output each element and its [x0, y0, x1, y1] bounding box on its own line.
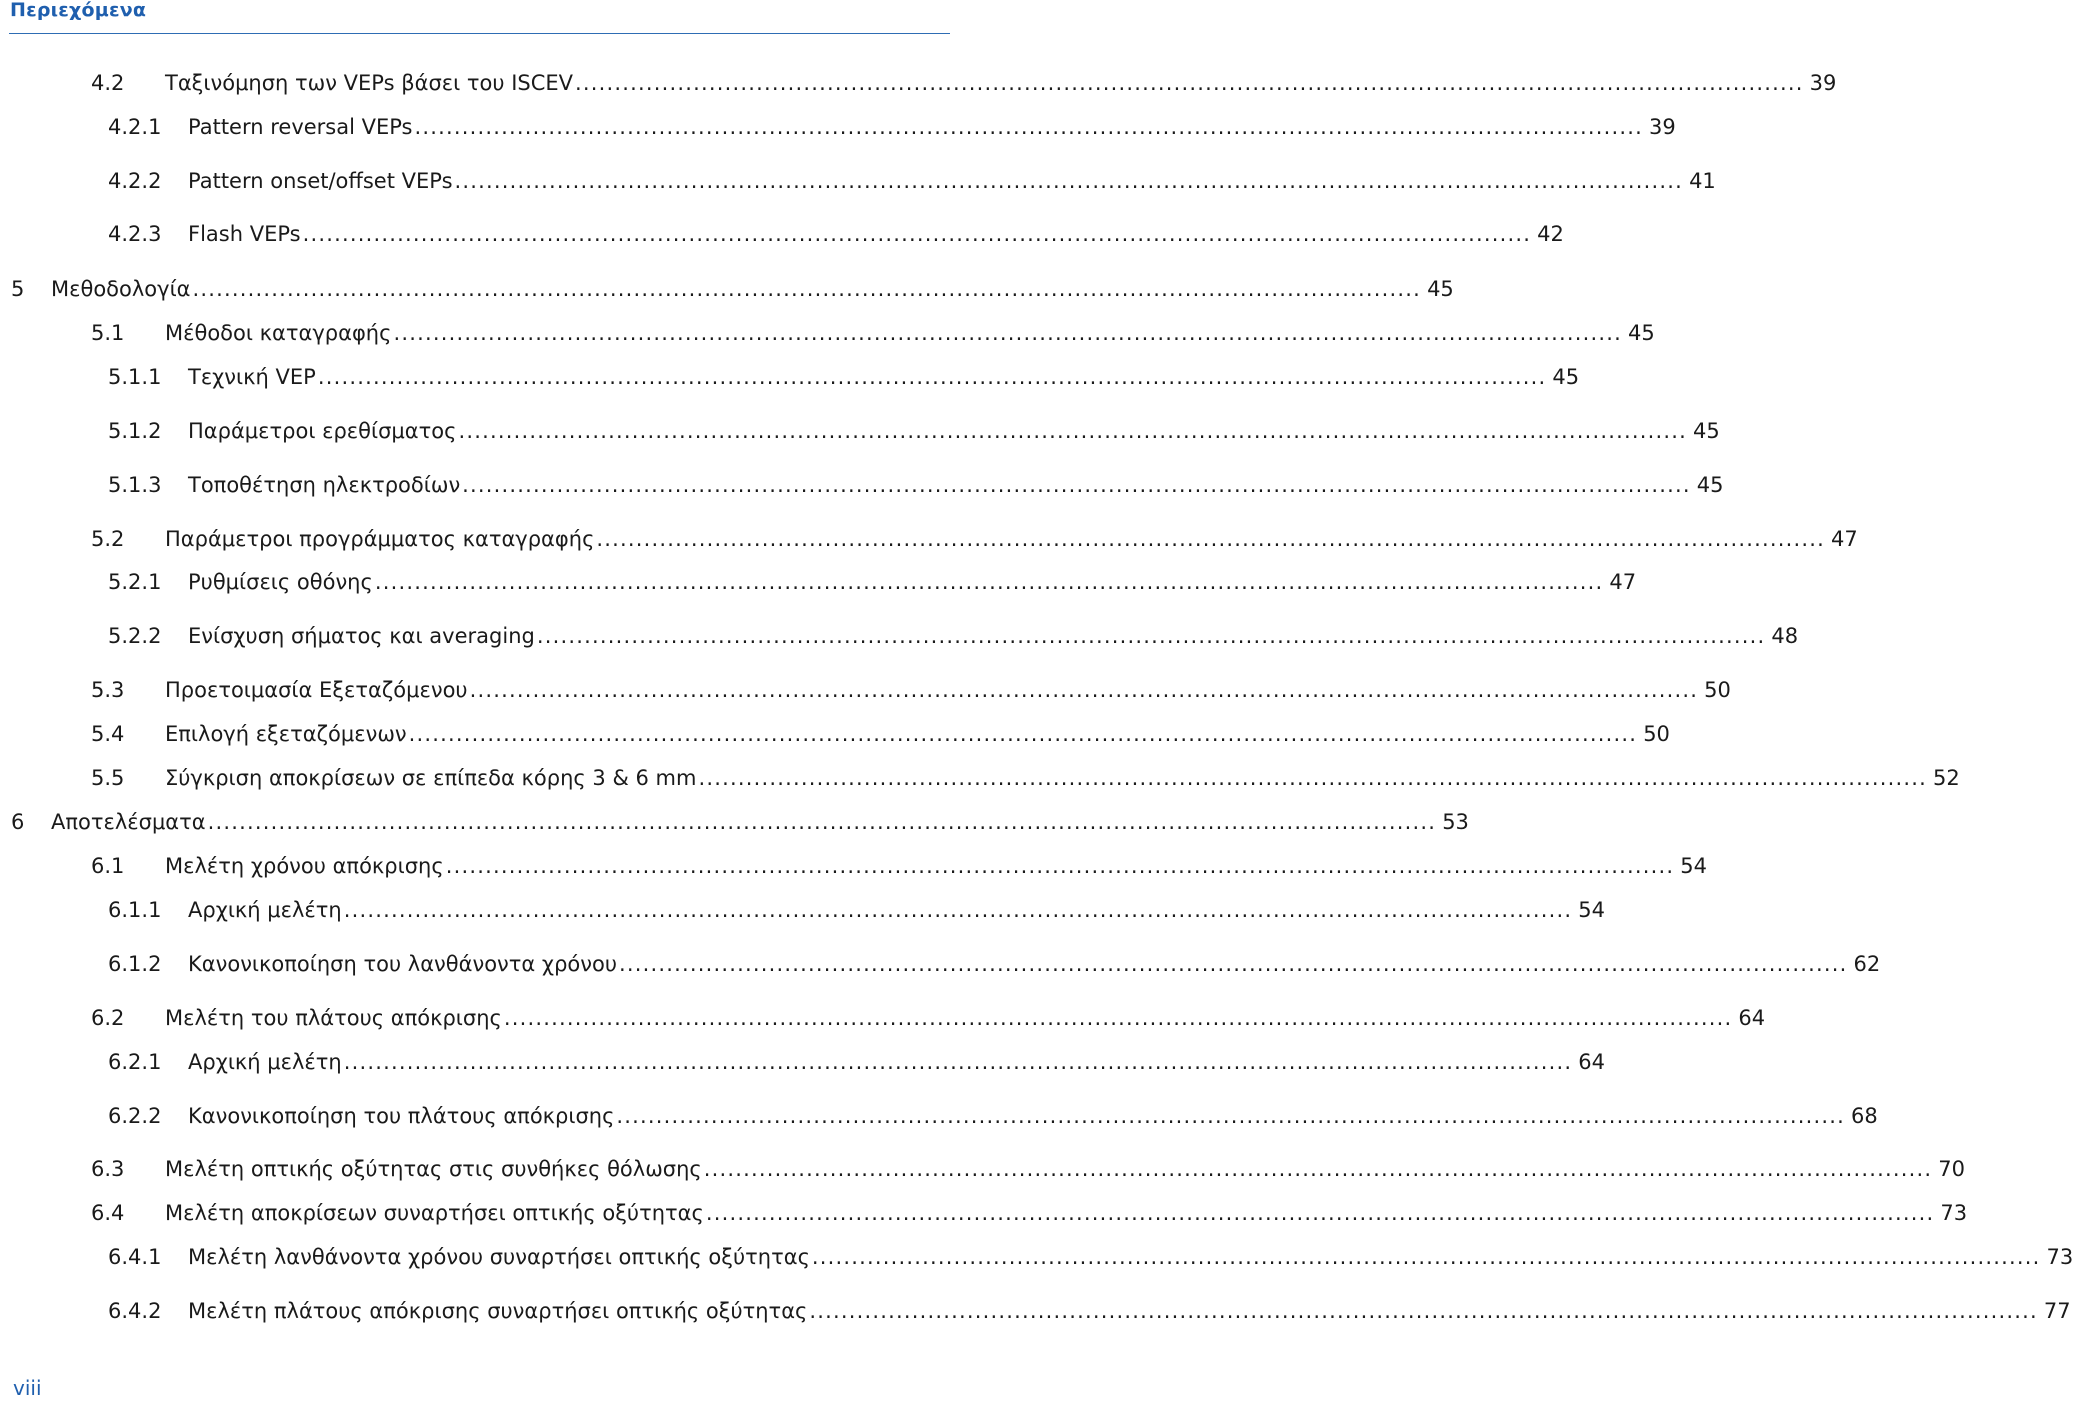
- toc-entry-title: Αρχική μελέτη: [188, 1050, 342, 1074]
- toc-entry[interactable]: [91, 851, 1707, 881]
- toc-entry-title: Pattern reversal VEPs: [188, 115, 413, 139]
- toc-entry-number: 5.5: [91, 766, 125, 790]
- toc-entry-number: 6.1.2: [108, 952, 162, 976]
- toc-entry-number: 6.2.2: [108, 1104, 162, 1128]
- toc-entry-title: Παράμετροι προγράμματος καταγραφής: [165, 527, 595, 551]
- toc-entry-page: 47: [1609, 570, 1637, 594]
- toc-entry-title: Αρχική μελέτη: [188, 898, 342, 922]
- toc-entry-page: 50: [1704, 678, 1731, 702]
- toc-entry-page: 45: [1627, 321, 1655, 345]
- toc-entry[interactable]: [108, 112, 1676, 142]
- toc-entry[interactable]: [91, 318, 1655, 348]
- toc-entry-page: 45: [1552, 365, 1580, 389]
- toc-entry[interactable]: [108, 362, 1580, 392]
- toc-entry-title: Pattern onset/offset VEPs: [188, 169, 453, 193]
- toc-entry-number: 5.2.1: [108, 570, 162, 594]
- toc-heading: Περιεχόμενα: [10, 0, 147, 21]
- toc-entry-number: 6.4.2: [108, 1299, 162, 1323]
- toc-entry-page: 70: [1938, 1157, 1966, 1181]
- toc-entry-title: Μελέτη του πλάτους απόκρισης: [165, 1006, 502, 1030]
- toc-entry-number: 4.2.2: [108, 169, 162, 193]
- toc-entry-page: 50: [1643, 722, 1670, 746]
- dot-leader: ............................................................................................................................................................: [374, 570, 1604, 594]
- toc-entry[interactable]: [108, 1047, 1606, 1077]
- toc-entry-title: Ρυθμίσεις οθόνης: [188, 570, 373, 594]
- toc-entry-title: Κανονικοποίηση του λανθάνοντα χρόνου: [188, 952, 617, 976]
- toc-entry-page: 73: [2046, 1245, 2073, 1269]
- dot-leader: ............................................................................................................................................................: [703, 1157, 1933, 1181]
- toc-entry-number: 4.2: [91, 71, 125, 95]
- toc-entry[interactable]: [91, 1198, 1968, 1228]
- toc-entry[interactable]: [108, 1101, 1878, 1131]
- dot-leader: ............................................................................................................................................................: [618, 952, 1848, 976]
- toc-entry-title: Μελέτη οπτικής οξύτητας στις συνθήκες θόλωσης: [165, 1157, 702, 1181]
- toc-entry[interactable]: [11, 807, 1469, 837]
- toc-entry-title: Flash VEPs: [188, 222, 301, 246]
- toc-entry-page: 77: [2043, 1299, 2071, 1323]
- toc-entry[interactable]: [91, 524, 1858, 554]
- dot-leader: ............................................................................................................................................................: [393, 321, 1622, 345]
- toc-entry[interactable]: [108, 470, 1724, 500]
- dot-leader: ............................................................................................................................................................: [503, 1006, 1733, 1030]
- toc-entry-page: 45: [1696, 473, 1724, 497]
- dot-leader: ............................................................................................................................................................: [408, 722, 1638, 746]
- toc-entry-title: Μέθοδοι καταγραφής: [165, 321, 392, 345]
- toc-entry[interactable]: [11, 274, 1454, 304]
- toc-entry[interactable]: [108, 219, 1564, 249]
- dot-leader: ............................................................................................................................................................: [414, 115, 1644, 139]
- dot-leader: ............................................................................................................................................................: [575, 71, 1804, 95]
- toc-entry-number: 5.4: [91, 722, 125, 746]
- toc-entry-number: 6.4: [91, 1201, 125, 1225]
- toc-entry[interactable]: [108, 416, 1720, 446]
- toc-entry-title: Τεχνική VEP: [188, 365, 316, 389]
- toc-entry-title: Αποτελέσματα: [51, 810, 206, 834]
- toc-entry-title: Σύγκριση αποκρίσεων σε επίπεδα κόρης 3 & 6 mm: [165, 766, 697, 790]
- toc-entry-page: 41: [1689, 169, 1716, 193]
- toc-entry-title: Μελέτη χρόνου απόκρισης: [165, 854, 444, 878]
- toc-entry[interactable]: [108, 567, 1637, 597]
- toc-entry[interactable]: [108, 621, 1799, 651]
- dot-leader: ............................................................................................................................................................: [445, 854, 1675, 878]
- toc-entry-page: 68: [1850, 1104, 1878, 1128]
- dot-leader: ............................................................................................................................................................: [458, 419, 1687, 443]
- toc-entry-page: 54: [1578, 898, 1606, 922]
- toc-entry[interactable]: [91, 68, 1837, 98]
- toc-entry-page: 64: [1738, 1006, 1766, 1030]
- dot-leader: ............................................................................................................................................................: [454, 169, 1684, 193]
- toc-entry-title: Ενίσχυση σήματος και averaging: [188, 624, 535, 648]
- toc-entry-number: 5.2: [91, 527, 125, 551]
- dot-leader: ............................................................................................................................................................: [809, 1299, 2038, 1323]
- toc-entry-page: 42: [1537, 222, 1564, 246]
- toc-entry-title: Επιλογή εξεταζόμενων: [165, 722, 407, 746]
- footer-page-number: viii: [13, 1376, 42, 1400]
- toc-entry[interactable]: [108, 1242, 2073, 1272]
- toc-entry-number: 5.1.2: [108, 419, 162, 443]
- dot-leader: ............................................................................................................................................................: [317, 365, 1547, 389]
- dot-leader: ............................................................................................................................................................: [207, 810, 1437, 834]
- toc-entry[interactable]: [91, 675, 1731, 705]
- toc-entry-number: 6.1.1: [108, 898, 162, 922]
- dot-leader: ............................................................................................................................................................: [596, 527, 1825, 551]
- toc-entry-page: 54: [1680, 854, 1707, 878]
- toc-entry[interactable]: [108, 895, 1606, 925]
- toc-entry-number: 5.1.3: [108, 473, 162, 497]
- dot-leader: ............................................................................................................................................................: [536, 624, 1766, 648]
- toc-entry-page: 39: [1649, 115, 1676, 139]
- toc-entry-number: 5.3: [91, 678, 125, 702]
- toc-entry-page: 73: [1940, 1201, 1968, 1225]
- toc-entry-title: Μεθοδολογία: [51, 277, 191, 301]
- toc-entry-number: 6.3: [91, 1157, 125, 1181]
- toc-entry-title: Κανονικοποίηση του πλάτους απόκρισης: [188, 1104, 615, 1128]
- toc-entry-number: 4.2.3: [108, 222, 162, 246]
- toc-entry-title: Μελέτη αποκρίσεων συναρτήσει οπτικής οξύτητας: [165, 1201, 704, 1225]
- dot-leader: ............................................................................................................................................................: [343, 898, 1573, 922]
- toc-entry-number: 5.1: [91, 321, 125, 345]
- toc-entry[interactable]: [108, 166, 1716, 196]
- toc-entry-number: 5.1.1: [108, 365, 162, 389]
- dot-leader: ............................................................................................................................................................: [343, 1050, 1573, 1074]
- toc-entry-page: 48: [1771, 624, 1799, 648]
- toc-entry-number: 4.2.1: [108, 115, 162, 139]
- toc-entry-page: 52: [1933, 766, 1960, 790]
- toc-entry[interactable]: [108, 949, 1881, 979]
- toc-entry-number: 6: [11, 810, 25, 834]
- toc-entry[interactable]: [91, 1154, 1966, 1184]
- dot-leader: ............................................................................................................................................................: [811, 1245, 2041, 1269]
- toc-entry[interactable]: [91, 719, 1670, 749]
- toc-entry-number: 6.2: [91, 1006, 125, 1030]
- toc-entry-page: 62: [1853, 952, 1881, 976]
- toc-entry-title: Μελέτη λανθάνοντα χρόνου συναρτήσει οπτικής οξύτητας: [188, 1245, 810, 1269]
- dot-leader: ............................................................................................................................................................: [469, 678, 1699, 702]
- toc-entry[interactable]: [91, 1003, 1766, 1033]
- toc-entry[interactable]: [108, 1296, 2071, 1326]
- toc-entry-page: 53: [1442, 810, 1469, 834]
- dot-leader: ............................................................................................................................................................: [698, 766, 1927, 790]
- toc-entry-page: 39: [1809, 71, 1837, 95]
- toc-entry-title: Προετοιμασία Εξεταζόμενου: [165, 678, 468, 702]
- toc-entry-page: 45: [1427, 277, 1454, 301]
- toc-entry-number: 5: [11, 277, 25, 301]
- dot-leader: ............................................................................................................................................................: [302, 222, 1532, 246]
- toc-entry-number: 6.1: [91, 854, 125, 878]
- dot-leader: ............................................................................................................................................................: [462, 473, 1691, 497]
- toc-entry-number: 5.2.2: [108, 624, 162, 648]
- toc-entry-page: 64: [1578, 1050, 1606, 1074]
- toc-entry-title: Ταξινόμηση των VEPs βάσει του ISCEV: [165, 71, 574, 95]
- toc-entry-number: 6.4.1: [108, 1245, 162, 1269]
- toc-entry[interactable]: [91, 763, 1960, 793]
- toc-entry-page: 45: [1692, 419, 1720, 443]
- dot-leader: ............................................................................................................................................................: [705, 1201, 1935, 1225]
- toc-entry-title: Παράμετροι ερεθίσματος: [188, 419, 457, 443]
- dot-leader: ............................................................................................................................................................: [192, 277, 1422, 301]
- dot-leader: ............................................................................................................................................................: [616, 1104, 1845, 1128]
- toc-entry-title: Τοποθέτηση ηλεκτροδίων: [188, 473, 461, 497]
- toc-entry-page: 47: [1830, 527, 1858, 551]
- toc-entry-title: Μελέτη πλάτους απόκρισης συναρτήσει οπτικής οξύτητας: [188, 1299, 808, 1323]
- toc-entry-number: 6.2.1: [108, 1050, 162, 1074]
